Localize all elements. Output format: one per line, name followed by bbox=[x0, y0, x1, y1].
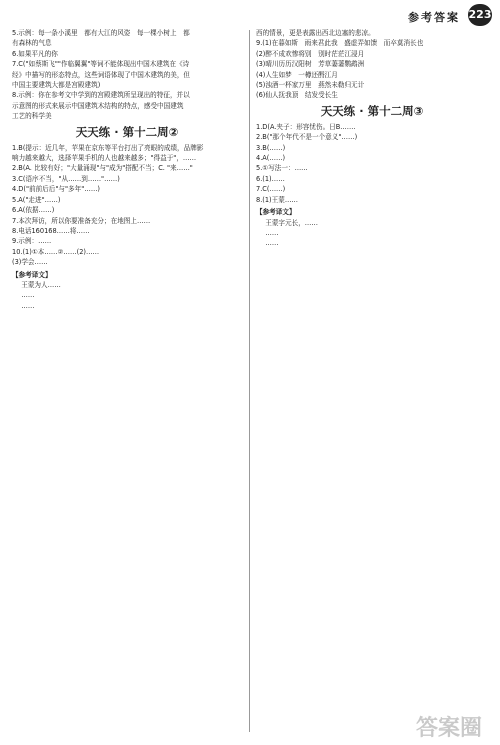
text-line: (2)醉不成欢惨将别 别时茫茫江浸月 bbox=[256, 49, 365, 58]
page-number-badge: 223 bbox=[468, 4, 492, 26]
text-line: 1.D(A.夹子：形容忧伤。日B.…… bbox=[256, 122, 356, 131]
text-line: 9.(1)在暮如斯 雨来君此我 盛虚弄如馈 而卒莫消长也 bbox=[256, 39, 424, 48]
text-line: 8.(1)王蒙…… bbox=[256, 195, 299, 204]
text-line: (3)学会…… bbox=[12, 258, 48, 267]
watermark-text: 答案圈 bbox=[416, 716, 483, 741]
left-top-answers bbox=[12, 28, 242, 122]
text-line: 西的情景，更是表露出西北边塞的悲凉。 bbox=[256, 29, 375, 37]
text-line: (5)浊酒一杯家万里 燕然未勒归无计 bbox=[256, 81, 365, 90]
text-line: 8.电话160168……将…… bbox=[12, 226, 90, 235]
text-line: 响力越来越大，选择苹果手机的人也越来越多；"得益于"，…… bbox=[12, 154, 197, 163]
text-line: 7.C(……) bbox=[256, 185, 286, 194]
text-line: (6)仙人抚我顶 结发受长生 bbox=[256, 91, 338, 100]
text-line: 2.B(A. 比较有好；"大量涌现"与"成为"搭配不当；C. "来……" bbox=[12, 164, 193, 173]
watermark-logo bbox=[416, 711, 494, 741]
text-line: 2.B("那个年代不是一个意义"……) bbox=[256, 133, 358, 142]
section-title-week12-3: 天天练 · 第十二周③ bbox=[320, 103, 424, 118]
text-line: 中国主要建筑大都是宫殿建筑) bbox=[12, 81, 101, 90]
reference-translation-text-2 bbox=[256, 218, 488, 249]
text-line: …… bbox=[21, 291, 35, 300]
reference-translation-text bbox=[12, 280, 242, 311]
text-line: 6.A(依据……) bbox=[12, 206, 55, 215]
text-line: 王蒙为人…… bbox=[21, 280, 61, 289]
text-line: 经》中描写的形态特点，这些词语体现了中国木建筑的美，但 bbox=[12, 70, 191, 79]
text-line: 6.(1)…… bbox=[256, 174, 285, 183]
text-line: 8.示例：你在参考文中学到的宫殿建筑所呈现出的特征，并以 bbox=[12, 91, 190, 100]
text-line: 7.C("如蔡斯飞""作临翼翼"等词不能体现出中国木建筑在《诗 bbox=[12, 60, 190, 69]
text-line: 示意图的形式来展示中国建筑木结构的特点，感受中国建筑 bbox=[12, 101, 184, 110]
header-title: 参考答案 bbox=[408, 11, 460, 24]
text-line: 5.示例：每一条小溪里 都有大江的风姿 每一棵小树上 都 bbox=[12, 29, 190, 37]
text-line: …… bbox=[265, 239, 279, 248]
text-line: 1.B(提示：近几年，苹果在京东等平台打出了亮眼的成绩，品牌影 bbox=[12, 143, 204, 152]
text-line: 7.本次拜访，所以你要准备充分；在地图上…… bbox=[12, 216, 151, 225]
text-line: 3.B(……) bbox=[256, 143, 286, 152]
text-line: …… bbox=[265, 228, 279, 237]
text-line: 4.A(……) bbox=[256, 154, 286, 163]
text-line: 有森林的气息 bbox=[12, 39, 52, 48]
text-line: 9.示例：…… bbox=[12, 237, 52, 246]
text-line: 3.C(语序不当，"从……到……"……) bbox=[12, 174, 120, 183]
column-divider bbox=[249, 30, 250, 732]
text-line: 4.D("前前后后"与"多年"……) bbox=[12, 185, 100, 194]
reference-translation-heading: 【参考译文】 bbox=[12, 270, 52, 279]
week12-3-answers bbox=[256, 122, 488, 205]
week12-2-answers bbox=[12, 143, 242, 268]
text-line: (3)晴川历历汉阳树 芳草萋萋鹦鹉洲 bbox=[256, 60, 365, 69]
reference-translation-heading-2: 【参考译文】 bbox=[256, 208, 296, 217]
page-header bbox=[0, 0, 500, 30]
left-column bbox=[12, 28, 242, 311]
text-line: …… bbox=[21, 301, 35, 310]
right-top-answers bbox=[256, 28, 488, 101]
section-title-week12-2: 天天练 · 第十二周② bbox=[75, 124, 179, 139]
text-line: 5.①写法一：…… bbox=[256, 164, 308, 173]
right-column bbox=[256, 28, 488, 249]
text-line: 5.A("走进"……) bbox=[12, 195, 61, 204]
text-line: 6.如果平凡的你 bbox=[12, 49, 58, 58]
text-line: 10.(1)①本……②……(2)…… bbox=[12, 247, 100, 256]
text-line: (4)人生如梦 一樽还酹江月 bbox=[256, 70, 338, 79]
text-line: 工艺的科学美 bbox=[12, 112, 52, 121]
text-line: 王蒙字元长，…… bbox=[265, 218, 318, 227]
